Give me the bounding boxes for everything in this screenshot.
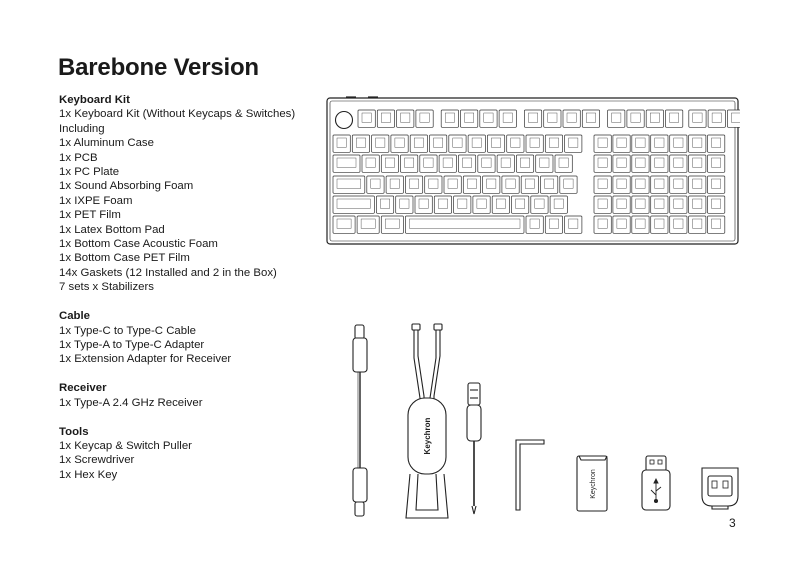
key-switch-outline (467, 179, 476, 188)
accessories-illustration (336, 318, 688, 524)
key-switch-outline (525, 179, 534, 188)
key-switch-outline (617, 158, 626, 167)
key-switch-outline (465, 113, 474, 122)
key-switch-outline (674, 179, 683, 188)
key-switch-outline (362, 113, 371, 122)
key-switch-outline (520, 158, 529, 167)
key-switch-outline (674, 199, 683, 208)
key-switch-outline (636, 179, 645, 188)
section-heading: Keyboard Kit (59, 94, 130, 106)
list-item: 1x Keyboard Kit (Without Keycaps & Switches) (59, 108, 296, 121)
key-switch-outline (453, 138, 462, 147)
section-heading: Receiver (59, 382, 107, 395)
contents-list (59, 93, 329, 497)
section-tools (59, 425, 329, 483)
key-switch-outline (511, 138, 520, 147)
key-switch-outline (655, 179, 664, 188)
section-keyboard-kit (59, 93, 329, 295)
list-item: 14x Gaskets (12 Installed and 2 in the Box) (59, 266, 277, 279)
key-switch-outline (361, 219, 375, 228)
key-switch-outline (636, 199, 645, 208)
key-switch-outline (438, 199, 447, 208)
screwdriver-illustration (467, 383, 481, 514)
list-item: 1x Type-A 2.4 GHz Receiver (59, 396, 203, 409)
key-switch-outline (420, 113, 429, 122)
key-switch-outline (693, 158, 702, 167)
key-switch-outline (559, 158, 568, 167)
key-switch-outline (693, 199, 702, 208)
key-switch-outline (484, 113, 493, 122)
key-switch-outline (636, 219, 645, 228)
key-switch-outline (567, 113, 576, 122)
key-switch-outline (569, 219, 578, 228)
key-switch-outline (458, 199, 467, 208)
keyboard-kit-illustration (326, 95, 740, 247)
key-switch-outline (655, 219, 664, 228)
key-switch-outline (409, 179, 418, 188)
key-switch-outline (554, 199, 563, 208)
key-switch-outline (631, 113, 640, 122)
key-switch-outline (405, 158, 414, 167)
key-switch-outline (462, 158, 471, 167)
key-switch-outline (598, 158, 607, 167)
key-switch-outline (530, 219, 539, 228)
key-switch-outline (545, 179, 554, 188)
key-switch-outline (712, 179, 721, 188)
key-switch-outline (674, 138, 683, 147)
section-receiver (59, 381, 329, 410)
key-switch-outline (564, 179, 573, 188)
key-switch-outline (443, 158, 452, 167)
key-switch-outline (414, 138, 423, 147)
key-switch-outline (503, 113, 512, 122)
key-switch-outline (712, 158, 721, 167)
section-heading: Tools (59, 425, 89, 438)
key-switch-outline (655, 138, 664, 147)
key-switch-outline (419, 199, 428, 208)
list-item: 1x Hex Key (59, 468, 118, 481)
key-switch-outline (712, 199, 721, 208)
page-title: Barebone Version (58, 54, 259, 81)
key-switch-outline (516, 199, 525, 208)
key-switch-outline (429, 179, 438, 188)
usb-receiver-illustration (642, 456, 670, 510)
page-number: 3 (729, 516, 736, 530)
list-item: 1x Bottom Case PET Film (59, 252, 190, 265)
type-a-adapter-illustration (698, 464, 742, 512)
key-switch-outline (670, 113, 679, 122)
key-switch-outline (400, 199, 409, 208)
key-switch-outline (371, 179, 380, 188)
key-switch-outline (586, 113, 595, 122)
key-switch-outline (636, 138, 645, 147)
key-switch-outline (337, 179, 361, 188)
list-item: 1x Keycap & Switch Puller (59, 440, 192, 453)
key-switch-outline (434, 138, 443, 147)
list-item: 1x Bottom Case Acoustic Foam (59, 238, 218, 251)
list-item: 1x Extension Adapter for Receiver (59, 353, 232, 366)
key-switch-outline (693, 138, 702, 147)
key-switch-outline (356, 138, 365, 147)
key-switch-outline (337, 158, 356, 167)
key-switch-outline (693, 219, 702, 228)
key-switch-outline (636, 158, 645, 167)
list-item: 1x PET Film (59, 209, 121, 222)
puller-brand-text: Keychron (423, 417, 432, 455)
key-switch-outline (487, 179, 496, 188)
adapter-brand-text: Keychron (590, 469, 597, 499)
key-switch-outline (337, 138, 346, 147)
key-switch-outline (528, 113, 537, 122)
key-switch-outline (674, 219, 683, 228)
key-switch-outline (366, 158, 375, 167)
key-switch-outline (535, 199, 544, 208)
key-switch-outline (496, 199, 505, 208)
list-item: Including (59, 122, 105, 135)
list-item: 1x Aluminum Case (59, 137, 154, 150)
knob-icon (336, 112, 353, 129)
key-switch-outline (501, 158, 510, 167)
list-item: 1x IXPE Foam (59, 194, 133, 207)
list-item: 1x Type-A to Type-C Adapter (59, 339, 205, 351)
key-switch-outline (530, 138, 539, 147)
key-switch-outline (549, 138, 558, 147)
key-switch-outline (598, 138, 607, 147)
list-item: 1x PCB (59, 151, 98, 164)
key-switch-outline (385, 158, 394, 167)
list-item: 1x Latex Bottom Pad (59, 223, 165, 236)
key-switch-outline (712, 138, 721, 147)
key-switch-outline (655, 199, 664, 208)
key-switch-outline (693, 179, 702, 188)
key-switch-outline (424, 158, 433, 167)
key-switch-outline (617, 199, 626, 208)
key-switch-outline (448, 179, 457, 188)
extension-adapter-illustration (577, 456, 607, 511)
key-switch-outline (617, 138, 626, 147)
key-switch-outline (506, 179, 515, 188)
key-switch-outline (472, 138, 481, 147)
hex-key-illustration (516, 440, 544, 510)
key-switch-outline (598, 179, 607, 188)
key-switch-outline (385, 219, 399, 228)
key-switch-outline (693, 113, 702, 122)
list-item: 1x Screwdriver (59, 454, 135, 467)
key-switch-outline (549, 219, 558, 228)
key-switch-outline (712, 113, 721, 122)
key-switch-outline (491, 138, 500, 147)
key-switch-outline (482, 158, 491, 167)
key-switch-outline (655, 158, 664, 167)
key-switch-outline (380, 199, 389, 208)
section-cable (59, 309, 329, 367)
list-item: 1x Type-C to Type-C Cable (59, 324, 196, 337)
list-item: 7 sets x Stabilizers (59, 281, 154, 294)
key-switch-outline (598, 219, 607, 228)
key-switch-outline (540, 158, 549, 167)
keycap-switch-puller-illustration (406, 324, 448, 518)
list-item: 1x PC Plate (59, 166, 120, 179)
type-c-cable-illustration (353, 325, 367, 516)
key-switch-outline (477, 199, 486, 208)
section-heading: Cable (59, 310, 91, 323)
key-switch-outline (569, 138, 578, 147)
key-switch-outline (712, 219, 721, 228)
key-switch-outline (409, 219, 520, 228)
key-switch-outline (612, 113, 621, 122)
key-switch-outline (731, 113, 740, 122)
key-switch-outline (390, 179, 399, 188)
key-switch-outline (650, 113, 659, 122)
key-switch-outline (337, 219, 351, 228)
list-item: 1x Sound Absorbing Foam (59, 180, 194, 193)
key-switch-outline (445, 113, 454, 122)
key-switch-outline (376, 138, 385, 147)
key-switch-outline (401, 113, 410, 122)
key-switch-outline (617, 179, 626, 188)
key-switch-outline (337, 199, 370, 208)
key-switch-outline (548, 113, 557, 122)
key-switch-outline (617, 219, 626, 228)
key-switch-outline (381, 113, 390, 122)
key-switch-outline (674, 158, 683, 167)
key-switch-outline (598, 199, 607, 208)
key-switch-outline (395, 138, 404, 147)
